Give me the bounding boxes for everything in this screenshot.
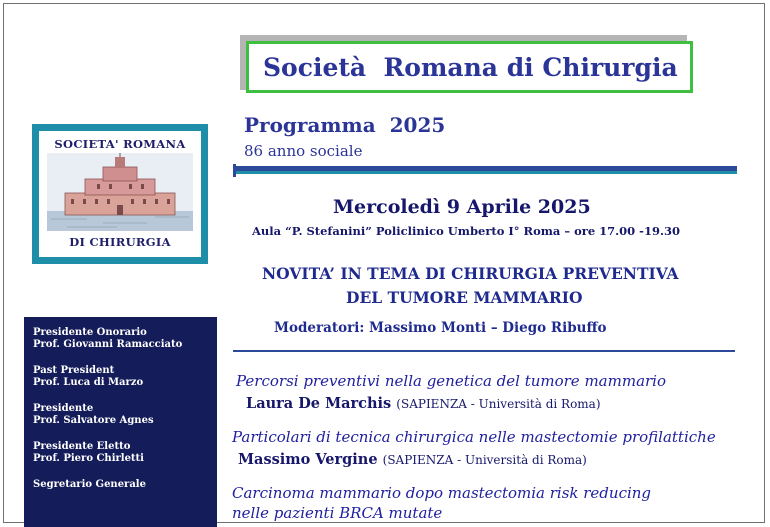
event-date: Mercoledì 9 Aprile 2025 xyxy=(333,196,591,218)
divider-top-teal xyxy=(236,171,737,174)
logo-inner xyxy=(39,131,201,257)
castel-sant-angelo-illustration xyxy=(47,153,193,231)
society-logo xyxy=(32,124,208,264)
programma-heading: Programma 2025 xyxy=(244,113,446,137)
officer-role: Presidente Eletto xyxy=(33,441,131,452)
topic-line-1: NOVITA’ IN TEMA DI CHIRURGIA PREVENTIVA xyxy=(262,264,679,283)
speaker-affiliation-1: (SAPIENZA - Università di Roma) xyxy=(396,397,601,411)
officer-role: Past President xyxy=(33,365,115,376)
society-title: Società Romana di Chirurgia xyxy=(263,52,678,82)
speaker-name-1: Laura De Marchis xyxy=(246,395,392,412)
officer-5 xyxy=(33,479,217,491)
logo-bottom-text: DI CHIRURGIA xyxy=(69,235,171,249)
logo-top-text: SOCIETA' ROMANA xyxy=(54,137,186,151)
moderators: Moderatori: Massimo Monti – Diego Ribuffo xyxy=(274,320,607,336)
anno-sociale: 86 anno sociale xyxy=(244,142,363,160)
officer-3 xyxy=(33,403,217,427)
speaker-name-2: Massimo Vergine xyxy=(238,451,378,468)
officer-role: Presidente Onorario xyxy=(33,327,147,338)
officer-role: Presidente xyxy=(33,403,94,414)
talk-title-3: Carcinoma mammario dopo mastectomia risk reducing xyxy=(232,484,652,502)
officer-1 xyxy=(33,327,217,351)
divider-program xyxy=(233,350,735,352)
officer-name: Prof. Salvatore Agnes xyxy=(33,415,154,426)
speaker-affiliation-2: (SAPIENZA - Università di Roma) xyxy=(382,453,587,467)
officer-name: Prof. Luca di Marzo xyxy=(33,377,144,388)
officer-role: Segretario Generale xyxy=(33,479,146,490)
topic-line-2: DEL TUMORE MAMMARIO xyxy=(346,288,583,307)
talk-title-3-line-2: nelle pazienti BRCA mutate xyxy=(232,504,443,522)
officers-sidebar xyxy=(24,317,217,527)
officer-name: Prof. Piero Chirletti xyxy=(33,453,144,464)
officer-2 xyxy=(33,365,217,389)
event-venue: Aula “P. Stefanini” Policlinico Umberto I° Roma – ore 17.00 -19.30 xyxy=(252,224,680,238)
talk-speaker-2 xyxy=(238,449,587,468)
talk-title-1: Percorsi preventivi nella genetica del tumore mammario xyxy=(236,372,667,390)
talk-title-2: Particolari di tecnica chirurgica nelle mastectomie profilattiche xyxy=(232,428,716,446)
officer-4 xyxy=(33,441,217,465)
society-title-box xyxy=(246,41,693,93)
officer-name: Prof. Giovanni Ramacciato xyxy=(33,339,183,350)
talk-speaker-1 xyxy=(246,393,601,412)
